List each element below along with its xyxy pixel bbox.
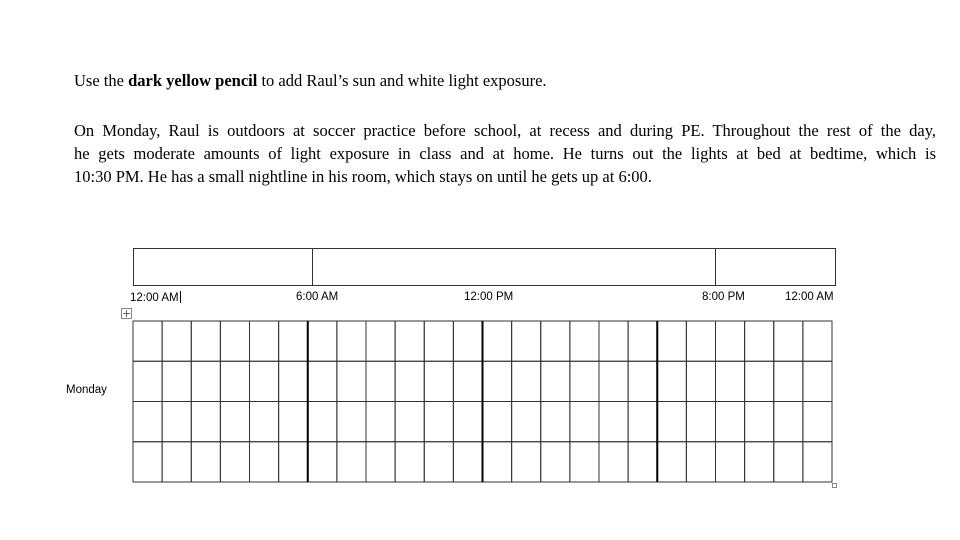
grid-cell[interactable] bbox=[308, 442, 337, 482]
grid-cell[interactable] bbox=[541, 321, 570, 361]
instruction-bold: dark yellow pencil bbox=[128, 71, 258, 90]
grid-cell[interactable] bbox=[512, 361, 541, 401]
grid-cell[interactable] bbox=[279, 402, 308, 442]
grid-cell[interactable] bbox=[628, 402, 657, 442]
grid-cell[interactable] bbox=[366, 361, 395, 401]
grid-cell[interactable] bbox=[191, 321, 220, 361]
grid-cell[interactable] bbox=[308, 361, 337, 401]
instruction-suffix: to add Raul’s sun and white light exposure. bbox=[257, 71, 547, 90]
time-label-noon: 12:00 PM bbox=[464, 291, 514, 303]
grid-cell[interactable] bbox=[191, 361, 220, 401]
grid-cell[interactable] bbox=[745, 442, 774, 482]
grid-cell[interactable] bbox=[250, 361, 279, 401]
grid-cell[interactable] bbox=[657, 321, 686, 361]
grid-cell[interactable] bbox=[279, 321, 308, 361]
grid-cell[interactable] bbox=[803, 321, 832, 361]
grid-cell[interactable] bbox=[133, 402, 162, 442]
grid-cell[interactable] bbox=[366, 321, 395, 361]
grid-cell[interactable] bbox=[716, 402, 745, 442]
grid-cell[interactable] bbox=[483, 321, 512, 361]
grid-cell[interactable] bbox=[774, 361, 803, 401]
scenario-line-2: he gets moderate amounts of light exposure in class and at home. He turns out the lights at bed at bedtime, which is bbox=[74, 144, 936, 163]
grid-cell[interactable] bbox=[337, 321, 366, 361]
grid-cell[interactable] bbox=[424, 402, 453, 442]
grid-cell[interactable] bbox=[453, 442, 482, 482]
grid-cell[interactable] bbox=[133, 321, 162, 361]
grid-cell[interactable] bbox=[686, 361, 715, 401]
grid-cell[interactable] bbox=[716, 442, 745, 482]
grid-cell[interactable] bbox=[628, 321, 657, 361]
grid-cell[interactable] bbox=[395, 442, 424, 482]
grid-cell[interactable] bbox=[803, 361, 832, 401]
row-label-monday: Monday bbox=[66, 384, 107, 396]
grid-cell[interactable] bbox=[803, 402, 832, 442]
grid-cell[interactable] bbox=[774, 442, 803, 482]
grid-cell[interactable] bbox=[512, 442, 541, 482]
grid-cell[interactable] bbox=[337, 442, 366, 482]
grid-cell[interactable] bbox=[220, 402, 249, 442]
grid-cell[interactable] bbox=[599, 442, 628, 482]
grid-cell[interactable] bbox=[686, 442, 715, 482]
scenario-line-1: On Monday, Raul is outdoors at soccer practice before school, at recess and during PE. Throughout the rest of the day, bbox=[74, 121, 936, 140]
grid-cell[interactable] bbox=[774, 321, 803, 361]
grid-cell[interactable] bbox=[453, 402, 482, 442]
instruction-prefix: Use the bbox=[74, 71, 129, 90]
grid-cell[interactable] bbox=[279, 361, 308, 401]
grid-cell[interactable] bbox=[483, 442, 512, 482]
grid-cell[interactable] bbox=[570, 442, 599, 482]
grid-cell[interactable] bbox=[250, 442, 279, 482]
grid-cell[interactable] bbox=[133, 361, 162, 401]
grid-cell[interactable] bbox=[774, 402, 803, 442]
grid-cell[interactable] bbox=[512, 402, 541, 442]
grid-cell[interactable] bbox=[366, 442, 395, 482]
grid-cell[interactable] bbox=[803, 442, 832, 482]
grid-cell[interactable] bbox=[220, 442, 249, 482]
grid-cell[interactable] bbox=[628, 361, 657, 401]
grid-cell[interactable] bbox=[395, 361, 424, 401]
grid-cell[interactable] bbox=[657, 361, 686, 401]
grid-cell[interactable] bbox=[453, 361, 482, 401]
grid-cell[interactable] bbox=[483, 361, 512, 401]
time-label-midnight-end: 12:00 AM bbox=[785, 291, 834, 303]
grid-cell[interactable] bbox=[162, 361, 191, 401]
grid-cell[interactable] bbox=[570, 402, 599, 442]
grid-cell[interactable] bbox=[599, 361, 628, 401]
grid-cell[interactable] bbox=[424, 321, 453, 361]
grid-cell[interactable] bbox=[220, 321, 249, 361]
grid-cell[interactable] bbox=[599, 321, 628, 361]
grid-cell[interactable] bbox=[716, 361, 745, 401]
grid-cell[interactable] bbox=[250, 321, 279, 361]
grid-cell[interactable] bbox=[162, 442, 191, 482]
grid-cell[interactable] bbox=[716, 321, 745, 361]
grid-cell[interactable] bbox=[745, 402, 774, 442]
time-label-8pm: 8:00 PM bbox=[702, 291, 745, 303]
grid-cell[interactable] bbox=[541, 361, 570, 401]
grid-cell[interactable] bbox=[162, 402, 191, 442]
grid-cell[interactable] bbox=[541, 442, 570, 482]
grid-cell[interactable] bbox=[395, 321, 424, 361]
grid-cell[interactable] bbox=[250, 402, 279, 442]
grid-cell[interactable] bbox=[220, 361, 249, 401]
grid-cell[interactable] bbox=[483, 402, 512, 442]
grid-cell[interactable] bbox=[745, 321, 774, 361]
grid-cell[interactable] bbox=[628, 442, 657, 482]
scenario-line-3: 10:30 PM. He has a small nightline in his room, which stays on until he gets up at 6:00. bbox=[74, 167, 652, 186]
grid-cell[interactable] bbox=[512, 321, 541, 361]
grid-cell[interactable] bbox=[570, 361, 599, 401]
grid-cell[interactable] bbox=[657, 402, 686, 442]
grid-cell[interactable] bbox=[453, 321, 482, 361]
grid-cell[interactable] bbox=[279, 442, 308, 482]
grid-cell[interactable] bbox=[337, 402, 366, 442]
grid-cell[interactable] bbox=[308, 321, 337, 361]
grid-cell[interactable] bbox=[162, 321, 191, 361]
grid-cell[interactable] bbox=[424, 361, 453, 401]
table-move-handle-icon[interactable]: + bbox=[122, 307, 132, 320]
time-label-midnight-start: 12:00 AM bbox=[130, 292, 179, 304]
grid-cell[interactable] bbox=[657, 442, 686, 482]
grid-cell[interactable] bbox=[686, 402, 715, 442]
grid-cell[interactable] bbox=[308, 402, 337, 442]
grid-cell[interactable] bbox=[570, 321, 599, 361]
grid-cell[interactable] bbox=[191, 442, 220, 482]
grid-cell[interactable] bbox=[395, 402, 424, 442]
grid-cell[interactable] bbox=[599, 402, 628, 442]
grid-cell[interactable] bbox=[366, 402, 395, 442]
time-label-6am: 6:00 AM bbox=[296, 291, 339, 303]
grid-cell[interactable] bbox=[686, 321, 715, 361]
grid-cell[interactable] bbox=[133, 442, 162, 482]
grid-cell[interactable] bbox=[745, 361, 774, 401]
grid-cell[interactable] bbox=[191, 402, 220, 442]
grid-cell[interactable] bbox=[337, 361, 366, 401]
grid-cell[interactable] bbox=[424, 442, 453, 482]
grid-cell[interactable] bbox=[541, 402, 570, 442]
